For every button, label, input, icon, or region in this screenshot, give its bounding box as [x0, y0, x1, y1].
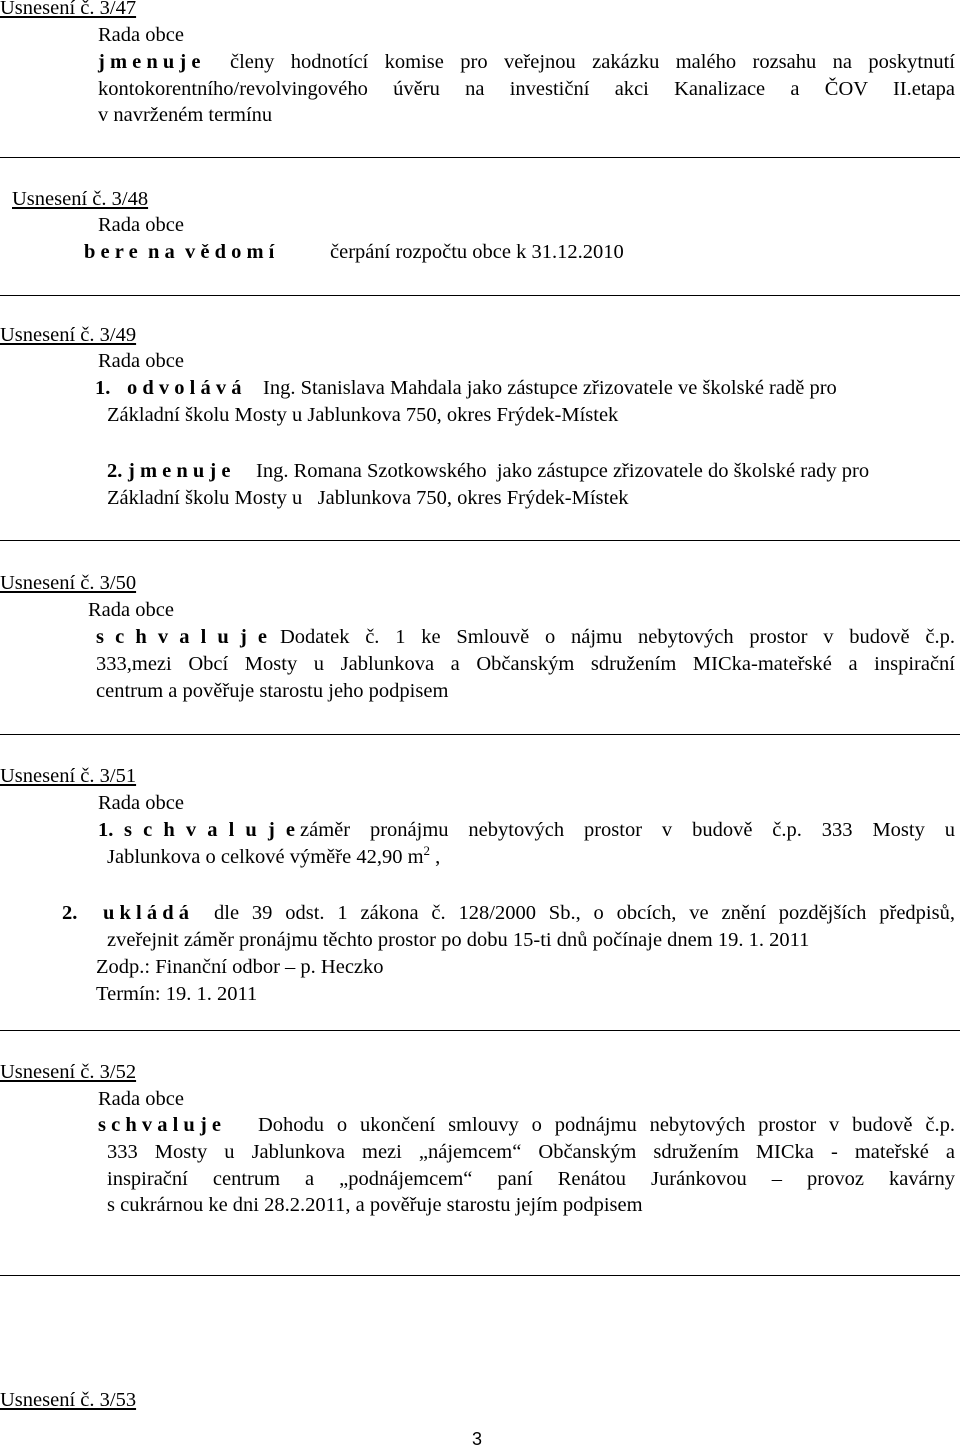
council-label: Rada obce: [98, 214, 184, 236]
resolution-heading-3-49: Usnesení č. 3/49: [0, 324, 137, 346]
resolution-heading-3-47: Usnesení č. 3/47: [0, 0, 137, 19]
council-label: Rada obce: [88, 599, 174, 621]
resolution-verb: s c h v a l u j e: [96, 626, 270, 648]
resolution-text-line: kontokorentního/revolvingového úvěru na investiční akci Kanalizace a ČOV II.etapa: [98, 78, 955, 100]
council-label: Rada obce: [98, 24, 184, 46]
item-number: 2.: [62, 902, 78, 924]
section-divider: [0, 1030, 960, 1031]
resolution-text-line: zveřejnit záměr pronájmu těchto prostor po dobu 15-ti dnů počínaje dnem 19. 1. 2011: [107, 929, 810, 951]
resolution-text-line: inspirační centrum a „podnájemcem“ paní Renátou Juránkovou – provoz kavárny: [107, 1168, 955, 1190]
resolution-text-line: čerpání rozpočtu obce k 31.12.2010: [330, 241, 624, 263]
resolution-text-line: Ing. Stanislava Mahdala jako zástupce zřizovatele ve školské radě pro: [263, 377, 837, 399]
section-divider: [0, 295, 960, 296]
resolution-text-line: dle 39 odst. 1 zákona č. 128/2000 Sb., o obcích, ve znění pozdějších předpisů,: [214, 902, 955, 924]
section-divider: [0, 540, 960, 541]
resolution-text-line: záměr pronájmu nebytových prostor v budově č.p. 333 Mosty u: [300, 819, 955, 841]
council-label: Rada obce: [98, 350, 184, 372]
resolution-text-line: Jablunkova o celkové výměře 42,90 $m^2$ ,: [107, 843, 441, 868]
resolution-text-line: Ing. Romana Szotkowského jako zástupce zřizovatele do školské rady pro: [256, 460, 870, 482]
section-divider: [0, 1275, 960, 1276]
resolution-text-line: centrum a pověřuje starostu jeho podpisem: [96, 680, 449, 702]
resolution-text-line: Základní školu Mosty u Jablunkova 750, okres Frýdek-Místek: [107, 487, 629, 509]
deadline-line: Termín: 19. 1. 2011: [96, 983, 258, 1005]
council-label: Rada obce: [98, 792, 184, 814]
section-divider: [0, 734, 960, 735]
resolution-text-line: 333,mezi Obcí Mosty u Jablunkova a Občanským sdružením MICka-mateřské a inspirační: [96, 653, 955, 675]
resolution-text-line: v navrženém termínu: [98, 104, 273, 126]
resolution-verb: u k l á d á: [103, 902, 190, 924]
item-number: 1.: [98, 819, 114, 841]
resolution-text-line: Dohodu o ukončení smlouvy o podnájmu nebytových prostor v budově č.p.: [258, 1114, 955, 1136]
resolution-text-line: Dodatek č. 1 ke Smlouvě o nájmu nebytových prostor v budově č.p.: [280, 626, 955, 648]
council-label: Rada obce: [98, 1088, 184, 1110]
resolution-verb: o d v o l á v á: [127, 377, 242, 399]
resolution-heading-3-51: Usnesení č. 3/51: [0, 765, 137, 787]
item-number: 2.: [107, 460, 123, 482]
superscript: 2: [423, 843, 431, 859]
resolution-heading-3-48: Usnesení č. 3/48: [12, 188, 149, 210]
resolution-verb: j m e n u j e: [128, 460, 231, 482]
resolution-verb: s c h v a l u j e: [124, 819, 298, 841]
resolution-heading-3-50: Usnesení č. 3/50: [0, 572, 137, 594]
resolution-verb: s c h v a l u j e: [98, 1114, 221, 1136]
page-number: 3: [472, 1429, 483, 1449]
resolution-heading-3-53: Usnesení č. 3/53: [0, 1389, 137, 1411]
item-number: 1.: [95, 377, 111, 399]
responsible-line: Zodp.: Finanční odbor – p. Heczko: [96, 956, 384, 978]
resolution-text-line: s cukrárnou ke dni 28.2.2011, a pověřuje starostu jejím podpisem: [107, 1194, 643, 1216]
resolution-heading-3-52: Usnesení č. 3/52: [0, 1061, 137, 1083]
resolution-verb: j m e n u j e: [98, 51, 201, 73]
resolution-text-line: 333 Mosty u Jablunkova mezi „nájemcem“ Občanským sdružením MICka - mateřské a: [107, 1141, 955, 1163]
section-divider: [0, 157, 960, 158]
resolution-verb: b e r e n a v ě d o m í: [84, 241, 275, 263]
resolution-text-line: Základní školu Mosty u Jablunkova 750, okres Frýdek-Místek: [107, 404, 619, 426]
resolution-text-line: členy hodnotící komise pro veřejnou zakázku malého rozsahu na poskytnutí: [230, 51, 955, 73]
